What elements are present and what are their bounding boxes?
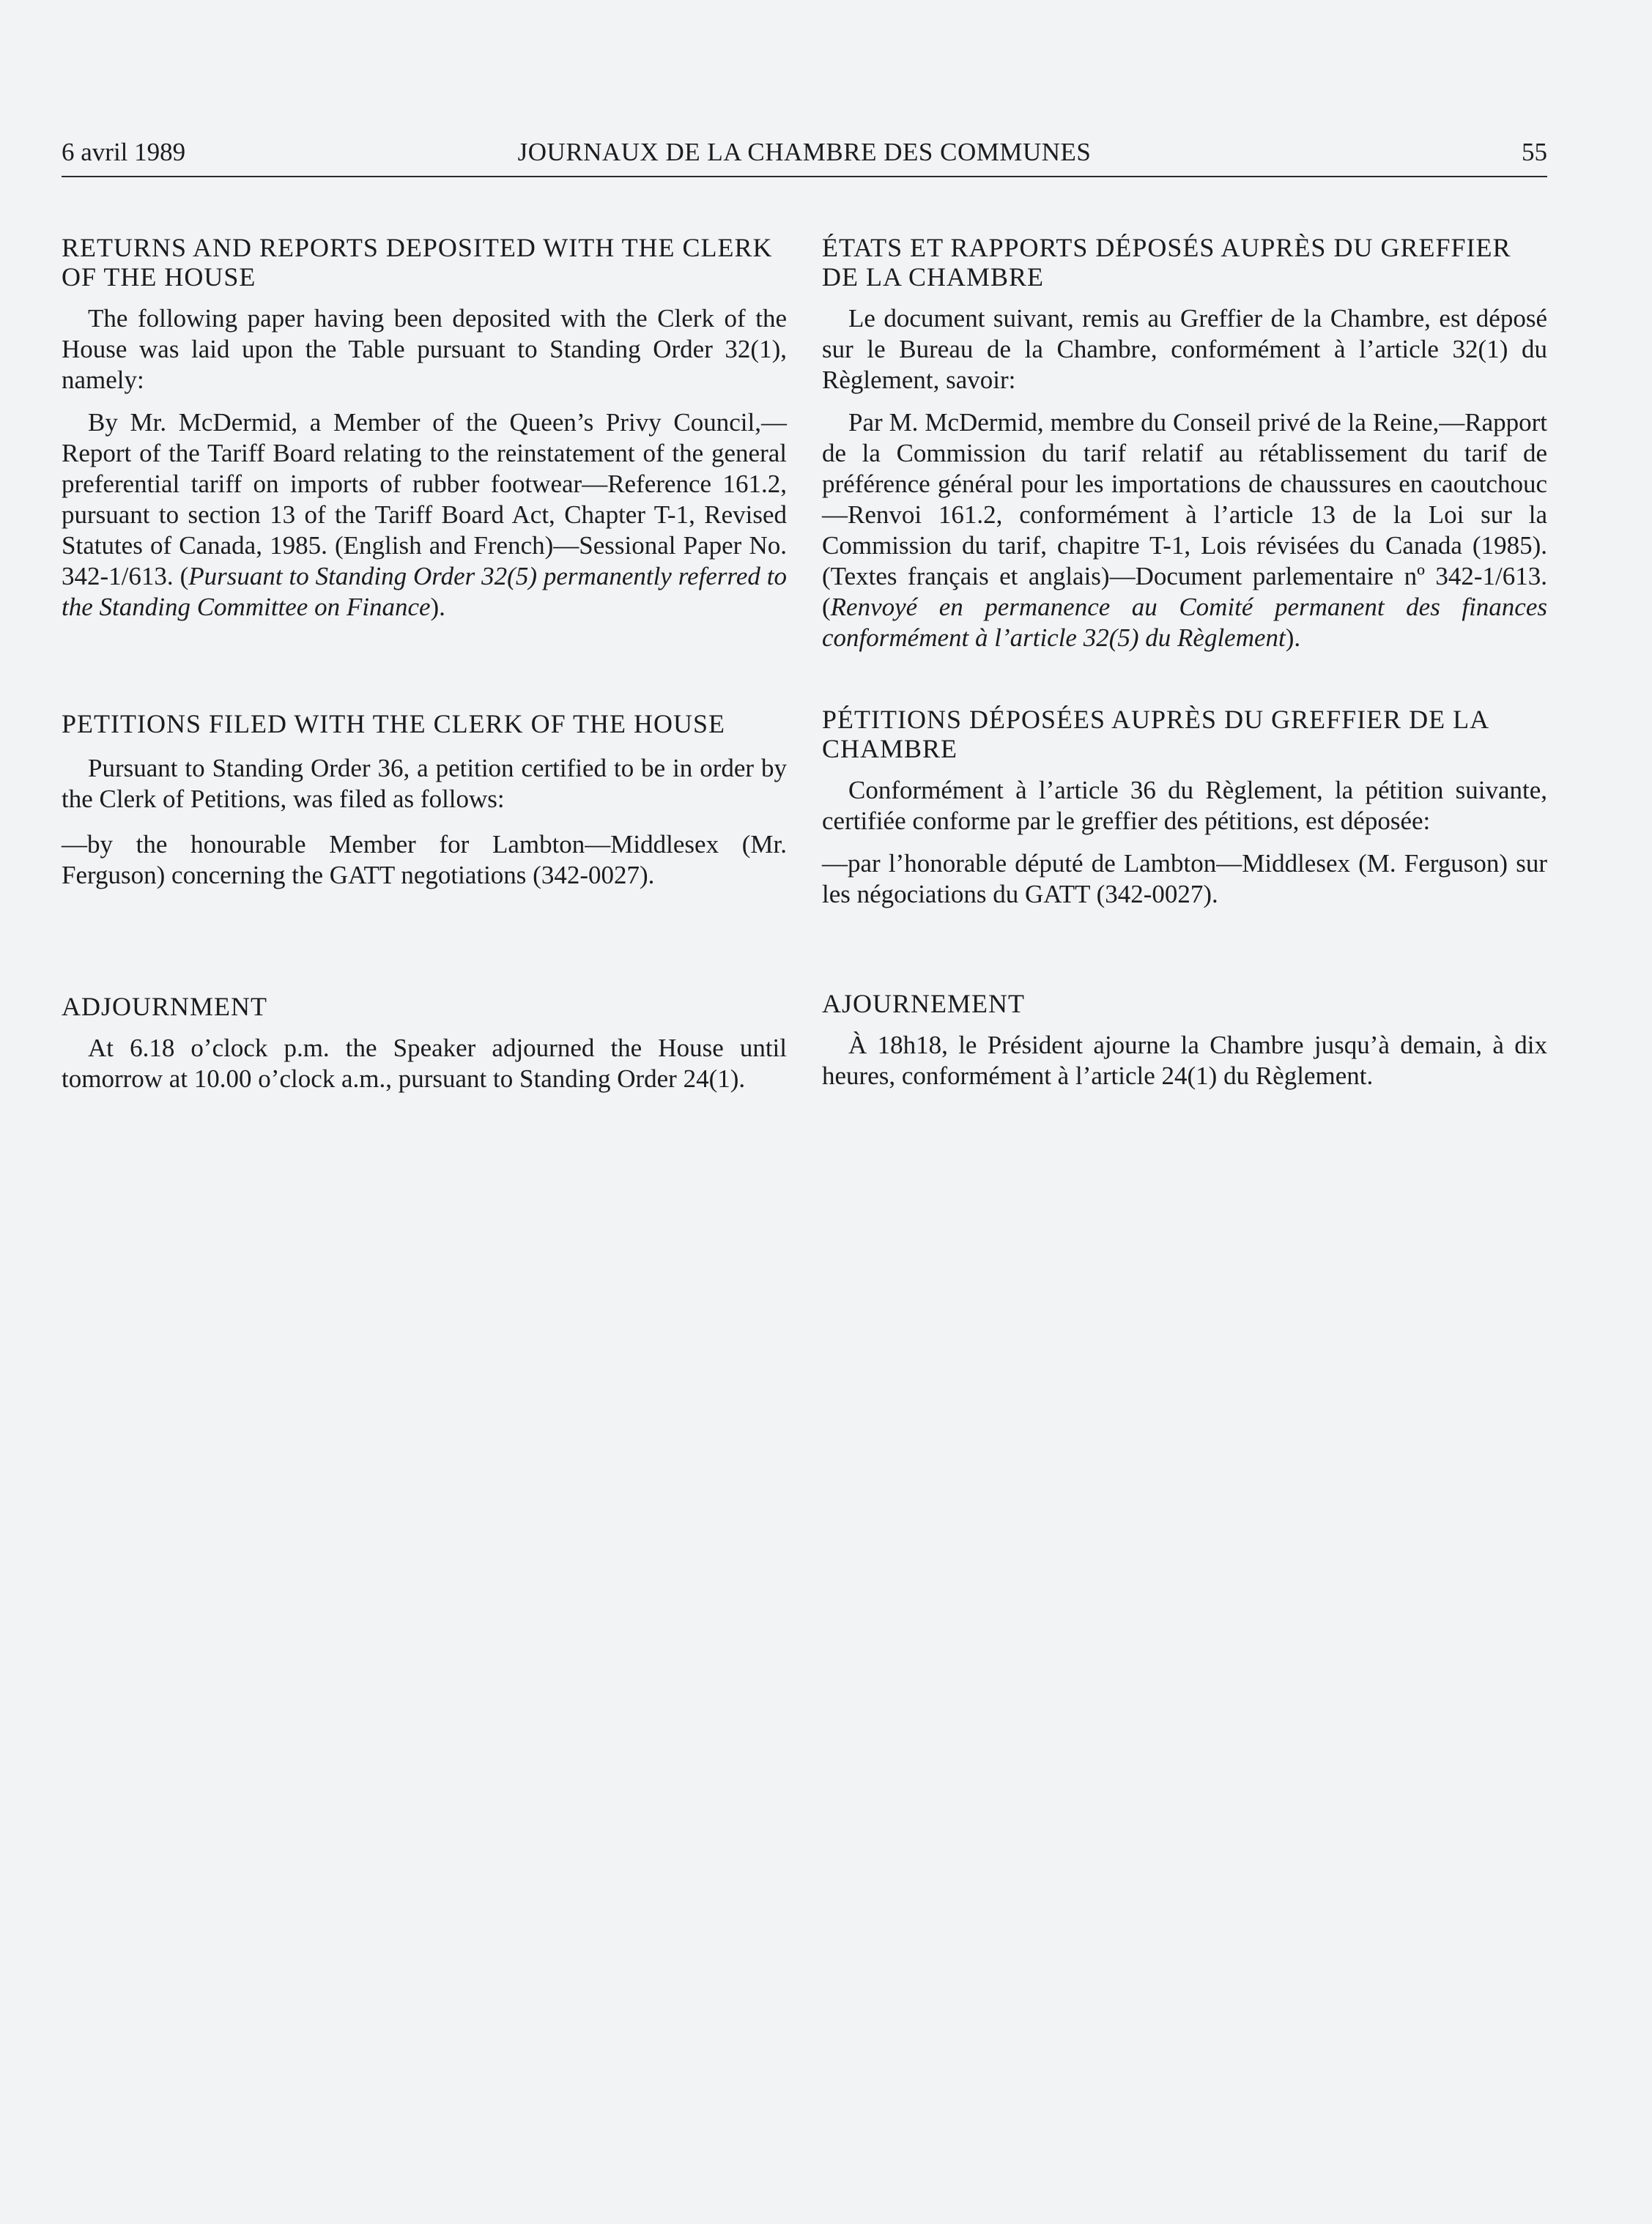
returns-intro-en: The following paper having been deposited with the Clerk of the House was laid upon the Table pursuant to Standing Order 32(1), namely: (62, 304, 787, 394)
returns-intro-fr: Le document suivant, remis au Greffier de la Chambre, est déposé sur le Bureau de la Chambre, conformément à l’article 32(1) du Règlement, savoir: (822, 304, 1547, 394)
returns-item-fr: Par M. McDermid, membre du Conseil privé de la Reine,—Rapport de la Commission du tarif relatif au rétablissement du tarif de préférence général pour les importations de chaussures en caoutchouc—Renvoi 161.2, conformément à l’article 13 de la Loi sur la Commission du tarif, chapitre T-1, Lois révisées du Canada (1985). (Textes français et anglais)—Document parlementaire nº 342-1/613. (Renvoyé en permanence au Comité permanent des finances conformément à l’article 32(5) du Règlement). (822, 408, 1547, 652)
petitions-item-en: —by the honourable Member for Lambton—Middlesex (Mr. Ferguson) concerning the GATT negotiations (342-0027). (62, 830, 787, 889)
returns-heading-fr: ÉTATS ET RAPPORTS DÉPOSÉS AUPRÈS DU GREFFIER DE LA CHAMBRE (822, 233, 1511, 292)
petitions-intro-en: Pursuant to Standing Order 36, a petition certified to be in order by the Clerk of Petitions, was filed as follows: (62, 754, 787, 813)
returns-section-en (62, 233, 787, 634)
petitions-item-fr: —par l’honorable député de Lambton—Middlesex (M. Ferguson) sur les négociations du GATT (342-0027). (822, 849, 1547, 908)
adjournment-heading-en: ADJOURNMENT (62, 992, 267, 1021)
header-title: JOURNAUX DE LA CHAMBRE DES COMMUNES (517, 138, 1092, 166)
petitions-section-fr (822, 705, 1547, 922)
returns-section-fr (822, 233, 1547, 665)
petitions-intro-fr: Conformément à l’article 36 du Règlement, la pétition suivante, certifiée conforme par le greffier des pétitions, est déposée: (822, 776, 1547, 835)
petitions-heading-en: PETITIONS FILED WITH THE CLERK OF THE HOUSE (62, 709, 725, 738)
petitions-section-en (62, 709, 787, 902)
returns-heading-en: RETURNS AND REPORTS DEPOSITED WITH THE CLERK OF THE HOUSE (62, 233, 773, 292)
returns-referral-en: Pursuant to Standing Order 32(5) permanently referred to the Standing Committee on Finance (62, 562, 787, 621)
page-header (62, 138, 1547, 177)
header-page-number: 55 (1522, 138, 1547, 166)
adjournment-text-fr: À 18h18, le Président ajourne la Chambre jusqu’à demain, à dix heures, conformément à l’article 24(1) du Règlement. (822, 1031, 1547, 1090)
returns-item-en: By Mr. McDermid, a Member of the Queen’s Privy Council,—Report of the Tariff Board relating to the reinstatement of the general preferential tariff on imports of rubber footwear—Reference 161.2, pursuant to section 13 of the Tariff Board Act, Chapter T-1, Revised Statutes of Canada, 1985. (English and French)—Sessional Paper No. 342-1/613. (Pursuant to Standing Order 32(5) permanently referred to the Standing Committee on Finance). (62, 408, 787, 621)
returns-referral-fr: Renvoyé en permanence au Comité permanent des finances conformément à l’article 32(5) du Règlement (822, 593, 1547, 652)
adjournment-text-en: At 6.18 o’clock p.m. the Speaker adjourned the House until tomorrow at 10.00 o’clock a.m., pursuant to Standing Order 24(1). (62, 1034, 787, 1093)
petitions-heading-fr: PÉTITIONS DÉPOSÉES AUPRÈS DU GREFFIER DE LA CHAMBRE (822, 705, 1489, 763)
adjournment-section-fr (822, 989, 1547, 1103)
adjournment-section-en (62, 992, 787, 1106)
header-date: 6 avril 1989 (62, 138, 186, 166)
adjournment-heading-fr: AJOURNEMENT (822, 989, 1025, 1018)
